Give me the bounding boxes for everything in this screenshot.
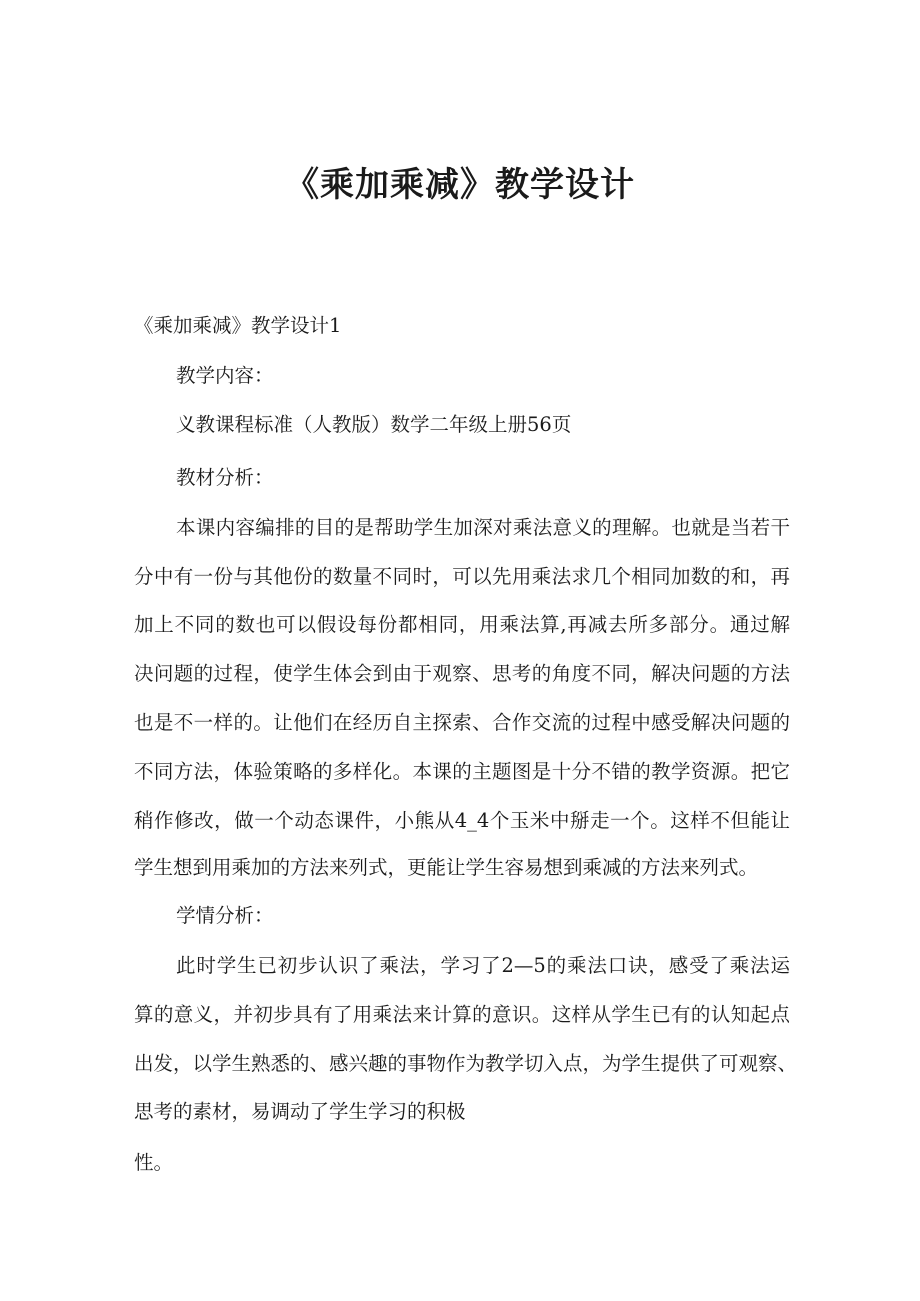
document-title: 《乘加乘减》教学设计 (285, 165, 635, 205)
section-heading-content: 教学内容： (176, 364, 274, 387)
paragraph-line: 稍作修改，做一个动态课件，小熊从4_4个玉米中掰走一个。这样不但能让 (134, 809, 790, 832)
paragraph-line: 加上不同的数也可以假设每份都相同，用乘法算,再减去所多部分。通过解 (134, 613, 790, 636)
paragraph-line: 思考的素材，易调动了学生学习的积极 (134, 1100, 466, 1123)
section-heading-student: 学情分析： (176, 904, 274, 927)
paragraph-line: 本课内容编排的目的是帮助学生加深对乘法意义的理解。也就是当若干 (176, 516, 790, 539)
paragraph-line: 不同方法，体验策略的多样化。本课的主题图是十分不错的教学资源。把它 (134, 760, 790, 783)
section-heading-material: 教材分析： (176, 466, 274, 489)
document-subtitle: 《乘加乘减》教学设计1 (134, 314, 342, 337)
paragraph-line: 此时学生已初步认识了乘法，学习了2—5的乘法口诀，感受了乘法运 (176, 954, 790, 977)
paragraph-line: 决问题的过程，使学生体会到由于观察、思考的角度不同，解决问题的方法 (134, 662, 790, 685)
paragraph-line: 分中有一份与其他份的数量不同时，可以先用乘法求几个相同加数的和，再 (134, 565, 790, 588)
paragraph-line: 也是不一样的。让他们在经历自主探索、合作交流的过程中感受解决问题的 (134, 711, 790, 734)
paragraph-line: 算的意义，并初步具有了用乘法来计算的意识。这样从学生已有的认知起点 (134, 1003, 790, 1026)
paragraph-line: 学生想到用乘加的方法来列式，更能让学生容易想到乘减的方法来列式。 (134, 856, 759, 879)
content-text: 义教课程标准（人教版）数学二年级上册56页 (176, 413, 572, 436)
paragraph-line: 性。 (134, 1151, 174, 1174)
paragraph-line: 出发，以学生熟悉的、感兴趣的事物作为教学切入点，为学生提供了可观察、 (134, 1052, 798, 1075)
